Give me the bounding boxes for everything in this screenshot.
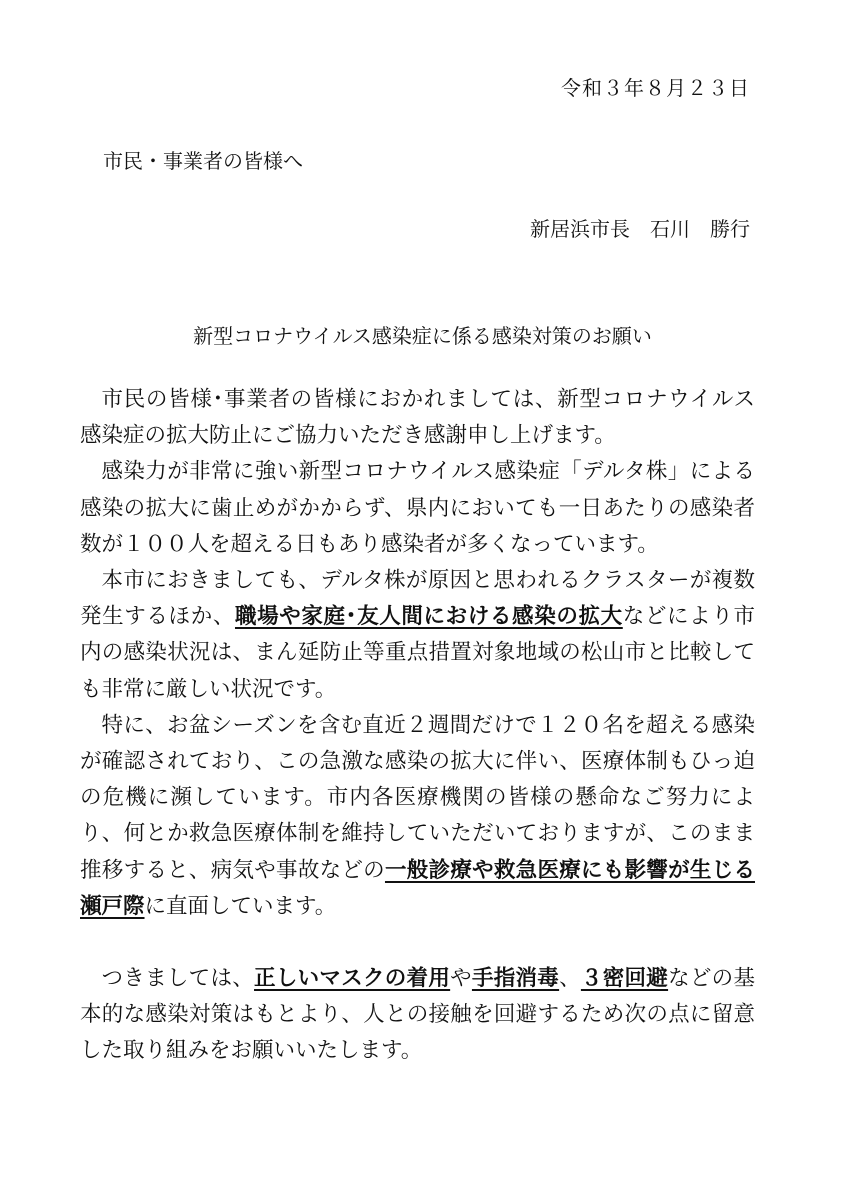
emphasis-hand-disinfection: 手指消毒 — [471, 966, 560, 992]
emphasis-workplace-infection: 職場や家庭･友人間における感染の拡大 — [234, 604, 623, 630]
paragraph-3-text-a: 本市におきましても、デルタ株が原因と思われるクラスターが複数発生するほか、 — [80, 568, 755, 630]
paragraph-4 — [80, 708, 755, 925]
paragraph-5-text-g: などの基本的な感染対策はもとより、人との接触を回避するため次の点に留意した取り組みをお願いいたします。 — [80, 966, 755, 1064]
emphasis-medical-impact: 一般診療や救急医療にも影響が生じる瀬戸際 — [80, 857, 755, 919]
document-body — [80, 382, 755, 1070]
emphasis-mask: 正しいマスクの着用 — [254, 966, 451, 992]
paragraph-5-text-e: 、 — [559, 966, 581, 992]
emphasis-three-cs: ３密回避 — [580, 966, 669, 992]
paragraph-5 — [80, 961, 755, 1070]
document-subject: 新型コロナウイルス感染症に係る感染対策のお願い — [193, 324, 652, 348]
paragraph-3-text-c: などにより市内の感染状況は、まん延防止等重点措置対象地域の松山市と比較しても非常に厳しい状況です。 — [80, 604, 755, 702]
paragraph-1: 市民の皆様･事業者の皆様におかれましては、新型コロナウイルス感染症の拡大防止にご協力いただき感謝申し上げます。 — [80, 387, 755, 449]
paragraph-5-text-a: つきましては、 — [101, 966, 255, 992]
sender: 新居浜市長 石川 勝行 — [530, 217, 750, 241]
document-date: 令和３年８月２３日 — [561, 76, 750, 100]
paragraph-2: 感染力が非常に強い新型コロナウイルス感染症「デルタ株」による感染の拡大に歯止めがかからず、県内においても一日あたりの感染者数が１００人を超える日もあり感染者が多くなっています。 — [80, 459, 755, 557]
paragraph-4-text-a: 特に、お盆シーズンを含む直近２週間だけで１２０名を超える感染が確認されており、この急激な感染の拡大に伴い、医療体制もひっ迫の危機に瀕しています。市内各医療機関の皆様の懸命なご努力により、何とか救急医療体制を維持していただいておりますが、このまま推移すると、病気や事故などの — [80, 712, 755, 883]
paragraph-4-text-c: に直面しています。 — [144, 893, 337, 919]
paragraph-3 — [80, 563, 755, 708]
addressee: 市民・事業者の皆様へ — [103, 149, 303, 173]
paragraph-5-text-c: や — [450, 966, 472, 992]
